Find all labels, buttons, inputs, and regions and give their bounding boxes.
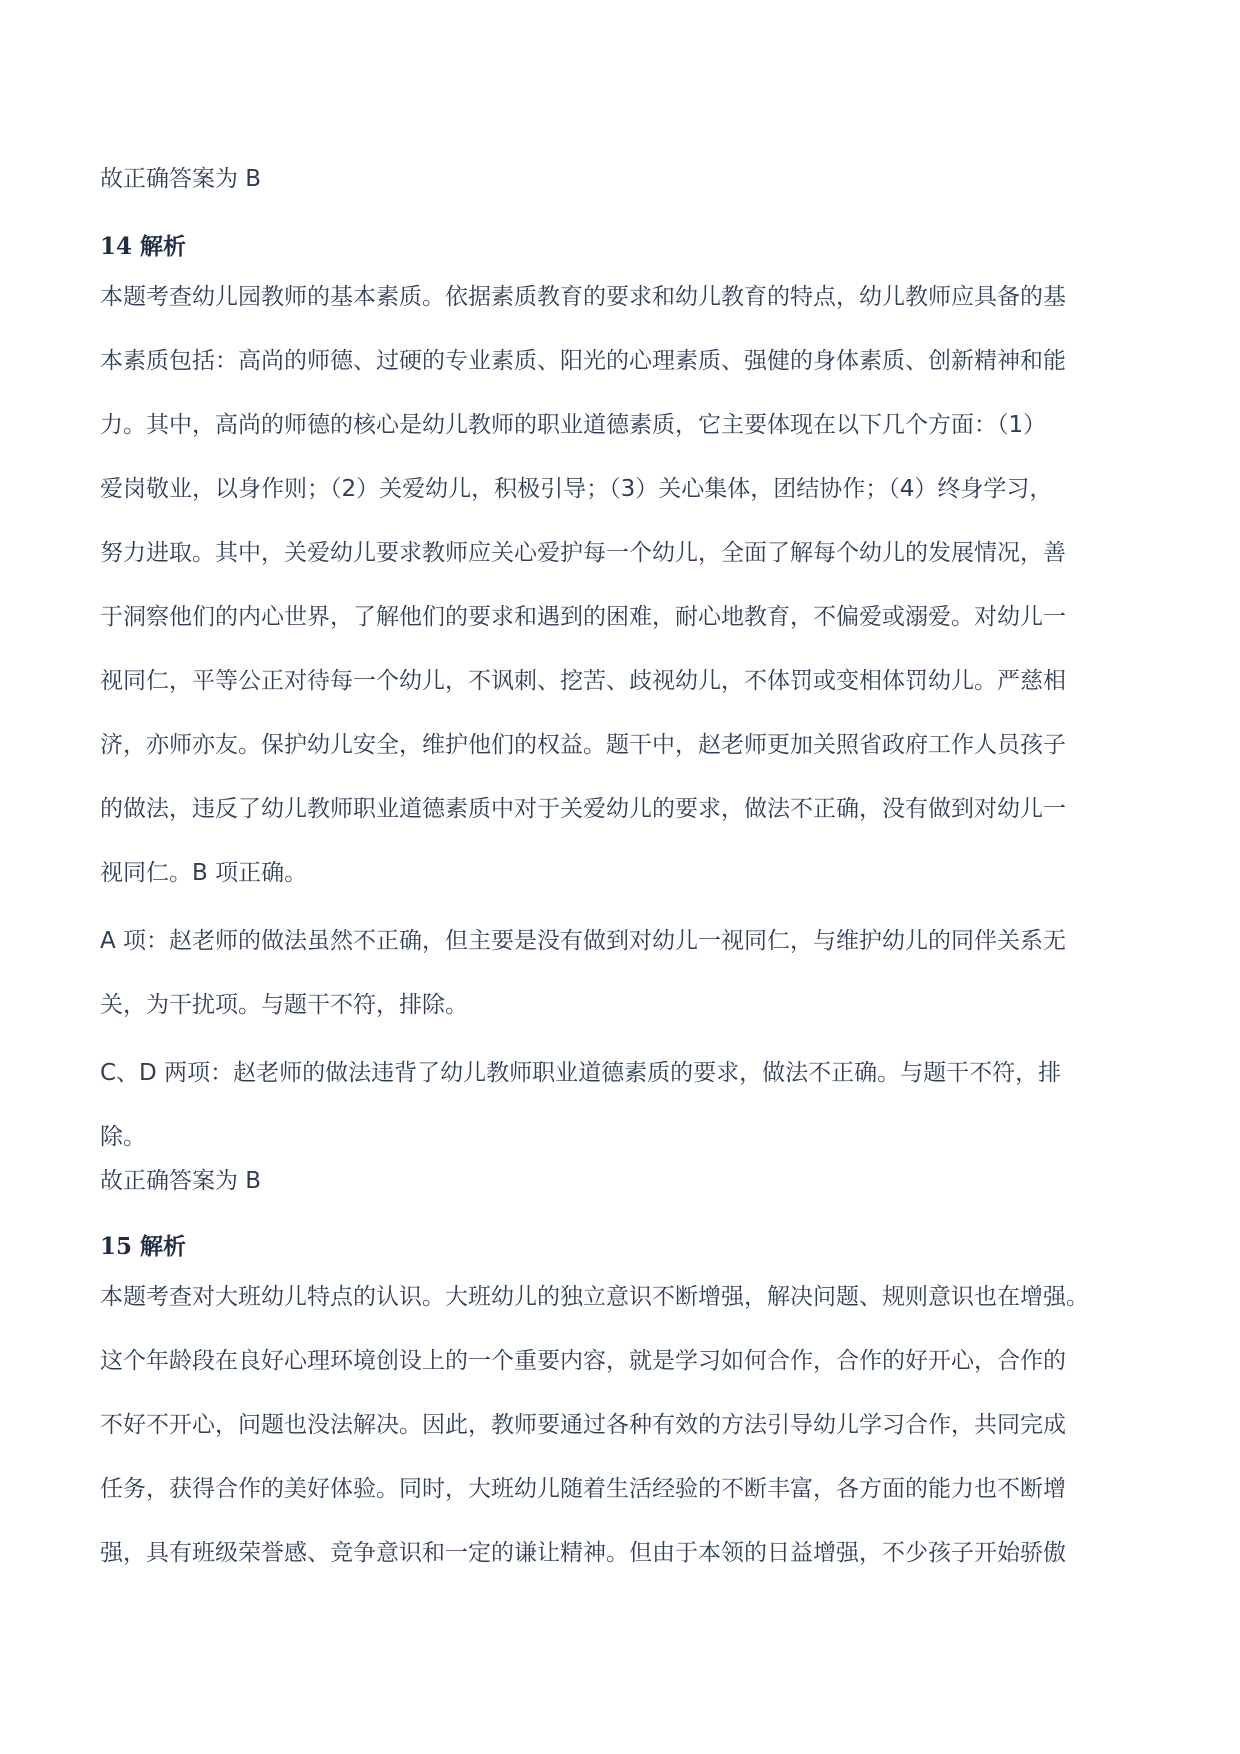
- paragraph-line: A 项：赵老师的做法虽然不正确，但主要是没有做到对幼儿一视同仁，与维护幼儿的同伴关系无: [100, 928, 1067, 954]
- section-heading-15: 15 解析: [100, 1233, 187, 1260]
- paragraph-line: 强，具有班级荣誉感、竞争意识和一定的谦让精神。但由于本领的日益增强，不少孩子开始骄傲: [100, 1540, 1066, 1566]
- paragraph-line: 济，亦师亦友。保护幼儿安全，维护他们的权益。题干中，赵老师更加关照省政府工作人员孩子: [100, 732, 1066, 758]
- paragraph-line: 爱岗敬业，以身作则；（2）关爱幼儿，积极引导；（3）关心集体，团结协作；（4）终身学习，: [100, 476, 1053, 502]
- answer-line: 故正确答案为 B: [100, 166, 262, 192]
- paragraph-line: 视同仁，平等公正对待每一个幼儿，不讽刺、挖苦、歧视幼儿，不体罚或变相体罚幼儿。严慈相: [100, 668, 1066, 694]
- paragraph-line: 的做法，违反了幼儿教师职业道德素质中对于关爱幼儿的要求，做法不正确，没有做到对幼儿一: [100, 796, 1066, 822]
- paragraph-line: C、D 两项：赵老师的做法违背了幼儿教师职业道德素质的要求，做法不正确。与题干不符，排: [100, 1060, 1062, 1086]
- paragraph-line: 本题考查对大班幼儿特点的认识。大班幼儿的独立意识不断增强，解决问题、规则意识也在增强。: [100, 1284, 1089, 1310]
- paragraph-line: 于洞察他们的内心世界，了解他们的要求和遇到的困难，耐心地教育，不偏爱或溺爱。对幼儿一: [100, 604, 1066, 630]
- paragraph-line: 关，为干扰项。与题干不符，排除。: [100, 992, 468, 1018]
- answer-line: 故正确答案为 B: [100, 1168, 262, 1194]
- paragraph-line: 努力进取。其中，关爱幼儿要求教师应关心爱护每一个幼儿，全面了解每个幼儿的发展情况，善: [100, 540, 1066, 566]
- paragraph-line: 视同仁。B 项正确。: [100, 860, 308, 886]
- paragraph-line: 力。其中，高尚的师德的核心是幼儿教师的职业道德素质，它主要体现在以下几个方面：（1）: [100, 412, 1047, 438]
- paragraph-line: 不好不开心，问题也没法解决。因此，教师要通过各种有效的方法引导幼儿学习合作，共同完成: [100, 1412, 1066, 1438]
- paragraph-line: 这个年龄段在良好心理环境创设上的一个重要内容，就是学习如何合作，合作的好开心，合作的: [100, 1348, 1066, 1374]
- section-heading-14: 14 解析: [100, 233, 187, 260]
- paragraph-line: 除。: [100, 1124, 146, 1150]
- paragraph-line: 本素质包括：高尚的师德、过硬的专业素质、阳光的心理素质、强健的身体素质、创新精神和能: [100, 348, 1066, 374]
- paragraph-line: 任务，获得合作的美好体验。同时，大班幼儿随着生活经验的不断丰富，各方面的能力也不断增: [100, 1476, 1066, 1502]
- paragraph-line: 本题考查幼儿园教师的基本素质。依据素质教育的要求和幼儿教育的特点，幼儿教师应具备的基: [100, 284, 1066, 310]
